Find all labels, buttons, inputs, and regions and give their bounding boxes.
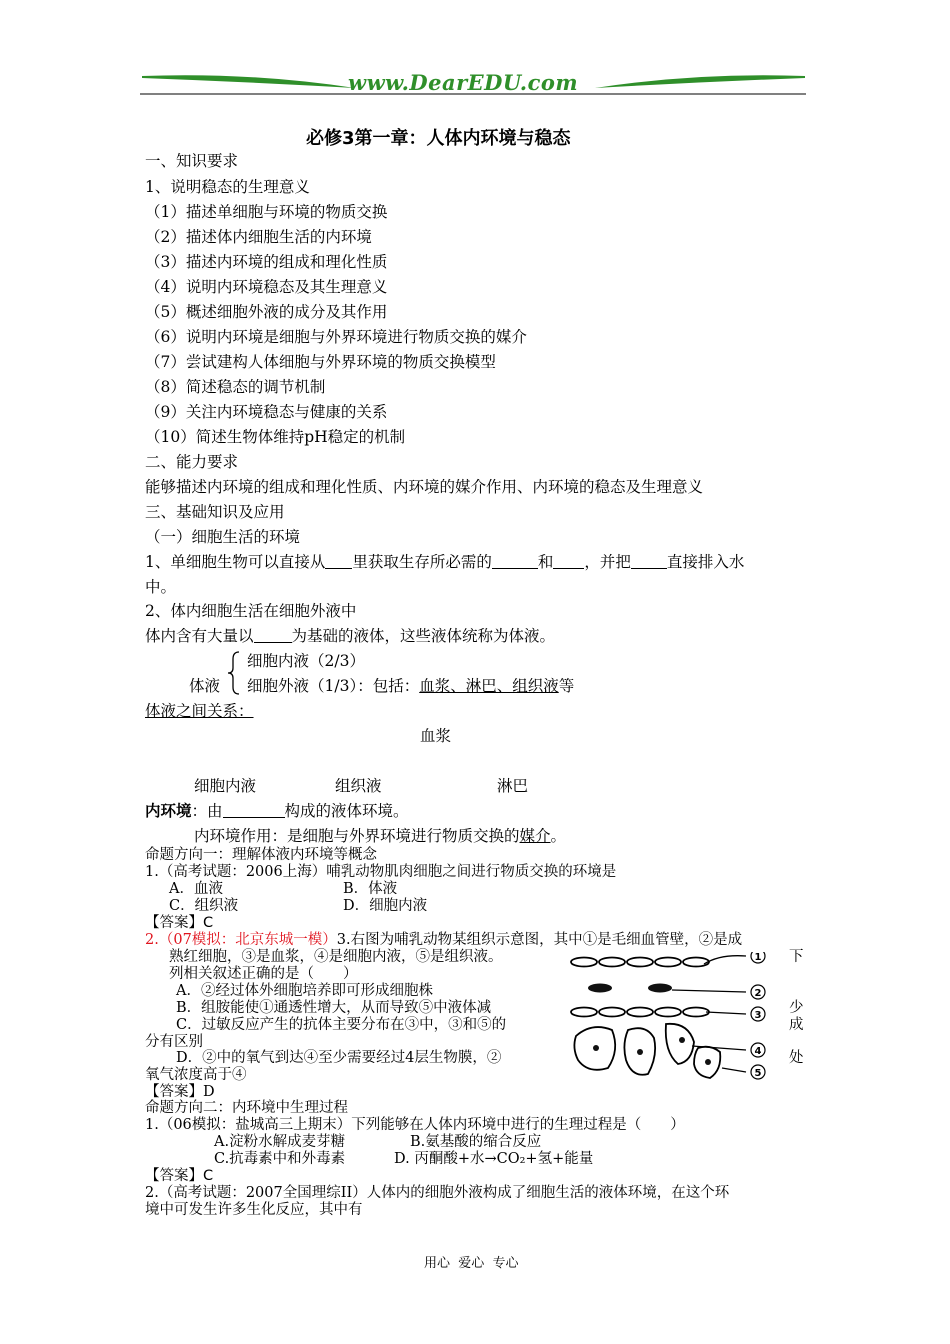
relation-title: 体液之间关系：	[145, 702, 254, 720]
dir2-q1-b: B.氨基酸的缩合反应	[410, 1134, 542, 1150]
q1-blank-1[interactable]	[325, 553, 352, 569]
dir1-q2-right4: 处	[789, 1050, 804, 1066]
internal-env-line	[145, 801, 409, 821]
q1-part3: 和	[537, 553, 554, 571]
sec3-q1-line1	[145, 552, 744, 572]
sec1-item-2: （2）描述体内细胞生活的内环境	[145, 228, 372, 246]
sec1-item-1: （1）描述单细胞与环境的物质交换	[145, 203, 388, 221]
capillary-wall-bottom	[571, 1008, 709, 1017]
q1-part2: 里获取生存所必需的	[352, 553, 492, 571]
sec1-sub: 1、说明稳态的生理意义	[145, 178, 310, 196]
answer-label: 【答案】	[145, 915, 203, 931]
dir1-q2-b: B．组胺能使①通透性增大，从而导致⑤中液体减	[176, 1000, 492, 1016]
answer-value: C	[203, 915, 214, 931]
page-title: 必修3第一章：人体内环境与稳态	[306, 128, 571, 149]
internal-env-part2: 构成的液体环境。	[284, 802, 409, 820]
sec1-item-9: （9）关注内环境稳态与健康的关系	[145, 403, 388, 421]
dir1-q1-stem: 1.（高考试题：2006上海）哺乳动物肌肉细胞之间进行物质交换的环境是	[145, 864, 617, 880]
bodyfluid-extra-list: 血浆、淋巴、组织液	[419, 677, 559, 695]
dir1-q2-right3: 成	[789, 1017, 804, 1033]
sec1-heading: 一、知识要求	[145, 152, 239, 170]
sec3-heading: 三、基础知识及应用	[145, 503, 285, 521]
q1-part5: 直接排入水	[666, 553, 745, 571]
dir2-q2-line2: 境中可发生许多生化反应，其中有	[145, 1202, 363, 1218]
q2-prefix: 2.	[145, 932, 159, 948]
internal-env-label: 内环境	[145, 802, 192, 820]
bodyfluid-extra-prefix: 细胞外液（1/3）：包括：	[247, 677, 420, 695]
q1-blank-2[interactable]	[492, 553, 538, 569]
header-logo-text: www.DearEDU.com	[348, 70, 579, 95]
capillary-wall-top	[571, 958, 709, 967]
answer-value: D	[203, 1084, 215, 1100]
answer-label: 【答案】	[145, 1084, 203, 1100]
page-footer: 用心 爱心 专心	[424, 1256, 519, 1271]
dir1-q1-c: C．组织液	[169, 898, 239, 914]
dir1-title: 命题方向一：理解体液内环境等概念	[145, 847, 377, 863]
relation-tissue: 组织液	[335, 777, 382, 795]
red-blood-cells	[588, 984, 672, 993]
sec3-sub1: （一）细胞生活的环境	[145, 528, 301, 546]
dir1-q2-stem-line2: 熟红细胞，③是血浆，④是细胞内液，⑤是组织液。	[169, 949, 503, 965]
dir1-q1-a: A．血液	[169, 881, 223, 897]
relation-intracellular: 细胞内液	[194, 777, 257, 795]
q2b-part1: 体内含有大量以	[145, 627, 254, 645]
bodyfluid-extra	[247, 676, 574, 696]
sec3-q2: 2、体内细胞生活在细胞外液中	[145, 602, 357, 620]
svg-text:1: 1	[754, 952, 762, 963]
sec1-item-8: （8）简述稳态的调节机制	[145, 378, 326, 396]
q2b-part2: 为基础的液体，这些液体统称为体液。	[291, 627, 556, 645]
bodyfluid-extra-suffix: 等	[558, 677, 575, 695]
dir2-title: 命题方向二：内环境中生理过程	[145, 1100, 348, 1116]
dir1-q2-stem-line3: 列相关叙述正确的是（ ）	[169, 966, 358, 982]
answer-label: 【答案】	[145, 1168, 203, 1184]
q2-source: （07模拟：北京东城一模）	[158, 932, 337, 948]
dir1-q2-d2: 氧气浓度高于④	[145, 1067, 247, 1083]
sec1-item-4: （4）说明内环境稳态及其生理意义	[145, 278, 388, 296]
sec1-item-5: （5）概述细胞外液的成分及其作用	[145, 303, 388, 321]
dir2-q1-d: D. 丙酮酸+水→CO₂+氢+能量	[394, 1151, 594, 1167]
figure-label-numbers	[755, 952, 762, 1079]
right-swoosh	[595, 75, 805, 88]
bodyfluid-intra: 细胞内液（2/3）	[247, 652, 365, 670]
internal-env-part1: ：由	[191, 802, 223, 820]
q2-stem1: 3.右图为哺乳动物某组织示意图，其中①是毛细血管壁，②是成	[336, 932, 743, 948]
dir1-q2-a: A．②经过体外细胞培养即可形成细胞株	[176, 983, 433, 999]
sec2-text: 能够描述内环境的组成和理化性质、内环境的媒介作用、内环境的稳态及生理意义	[145, 478, 704, 496]
env-func-part3: 。	[550, 827, 567, 845]
q1-part4: ，并把	[584, 553, 631, 571]
sec1-item-10: （10）简述生物体维持pH稳定的机制	[145, 428, 406, 446]
sec1-item-6: （6）说明内环境是细胞与外界环境进行物质交换的媒介	[145, 328, 527, 346]
relation-plasma: 血浆	[420, 727, 452, 745]
env-func-keyword: 媒介	[519, 827, 551, 845]
dir2-q1-a: A.淀粉水解成麦芽糖	[214, 1134, 346, 1150]
svg-text:3: 3	[754, 1010, 762, 1021]
left-swoosh	[142, 75, 355, 88]
dir1-q2-right2: 少	[789, 1000, 804, 1016]
internal-env-blank[interactable]	[223, 802, 285, 818]
sec3-q1-line2: 中。	[145, 578, 177, 596]
relation-lymph: 淋巴	[497, 777, 529, 795]
dir1-q2-d1: D．②中的氧气到达④至少需要经过4层生物膜，②	[176, 1050, 502, 1066]
q2b-blank[interactable]	[254, 627, 292, 643]
dir1-q2-c2: 分有区别	[145, 1034, 203, 1050]
header-banner	[140, 66, 810, 100]
bodyfluid-label: 体液	[189, 677, 221, 695]
dir2-q1-answer	[145, 1167, 213, 1185]
svg-text:2: 2	[754, 988, 762, 999]
sec1-item-3: （3）描述内环境的组成和理化性质	[145, 253, 388, 271]
sec1-item-7: （7）尝试建构人体细胞与外界环境的物质交换模型	[145, 353, 496, 371]
dir1-q1-d: D．细胞内液	[343, 898, 428, 914]
dir1-q2-right1: 下	[789, 949, 804, 965]
env-func-part1: 内环境作用：是细胞与外界环境进行物质交换的	[194, 827, 520, 845]
dir2-q1-c: C.抗毒素中和外毒素	[214, 1151, 346, 1167]
dir1-q2-stem-line1	[145, 931, 742, 949]
sec3-q2b	[145, 626, 555, 646]
internal-env-function	[194, 826, 566, 846]
sec2-heading: 二、能力要求	[145, 453, 239, 471]
dir1-q1-b: B．体液	[343, 881, 398, 897]
dir2-q2-line1: 2.（高考试题：2007全国理综II）人体内的细胞外液构成了细胞生活的液体环境，在这个环	[145, 1185, 730, 1201]
q1-part1: 1、单细胞生物可以直接从	[145, 553, 326, 571]
answer-value: C	[203, 1168, 214, 1184]
q1-blank-3[interactable]	[553, 553, 584, 569]
dir1-q1-answer	[145, 914, 213, 932]
q1-blank-4[interactable]	[631, 553, 667, 569]
svg-text:4: 4	[754, 1046, 762, 1057]
tissue-diagram	[570, 952, 775, 1092]
svg-text:5: 5	[754, 1068, 762, 1079]
dir1-q2-c1: C．过敏反应产生的抗体主要分布在③中，③和⑤的	[176, 1017, 507, 1033]
dir2-q1-stem: 1.（06模拟：盐城高三上期末）下列能够在人体内环境中进行的生理过程是（ ）	[145, 1117, 685, 1133]
bodyfluid-brace	[226, 650, 242, 696]
